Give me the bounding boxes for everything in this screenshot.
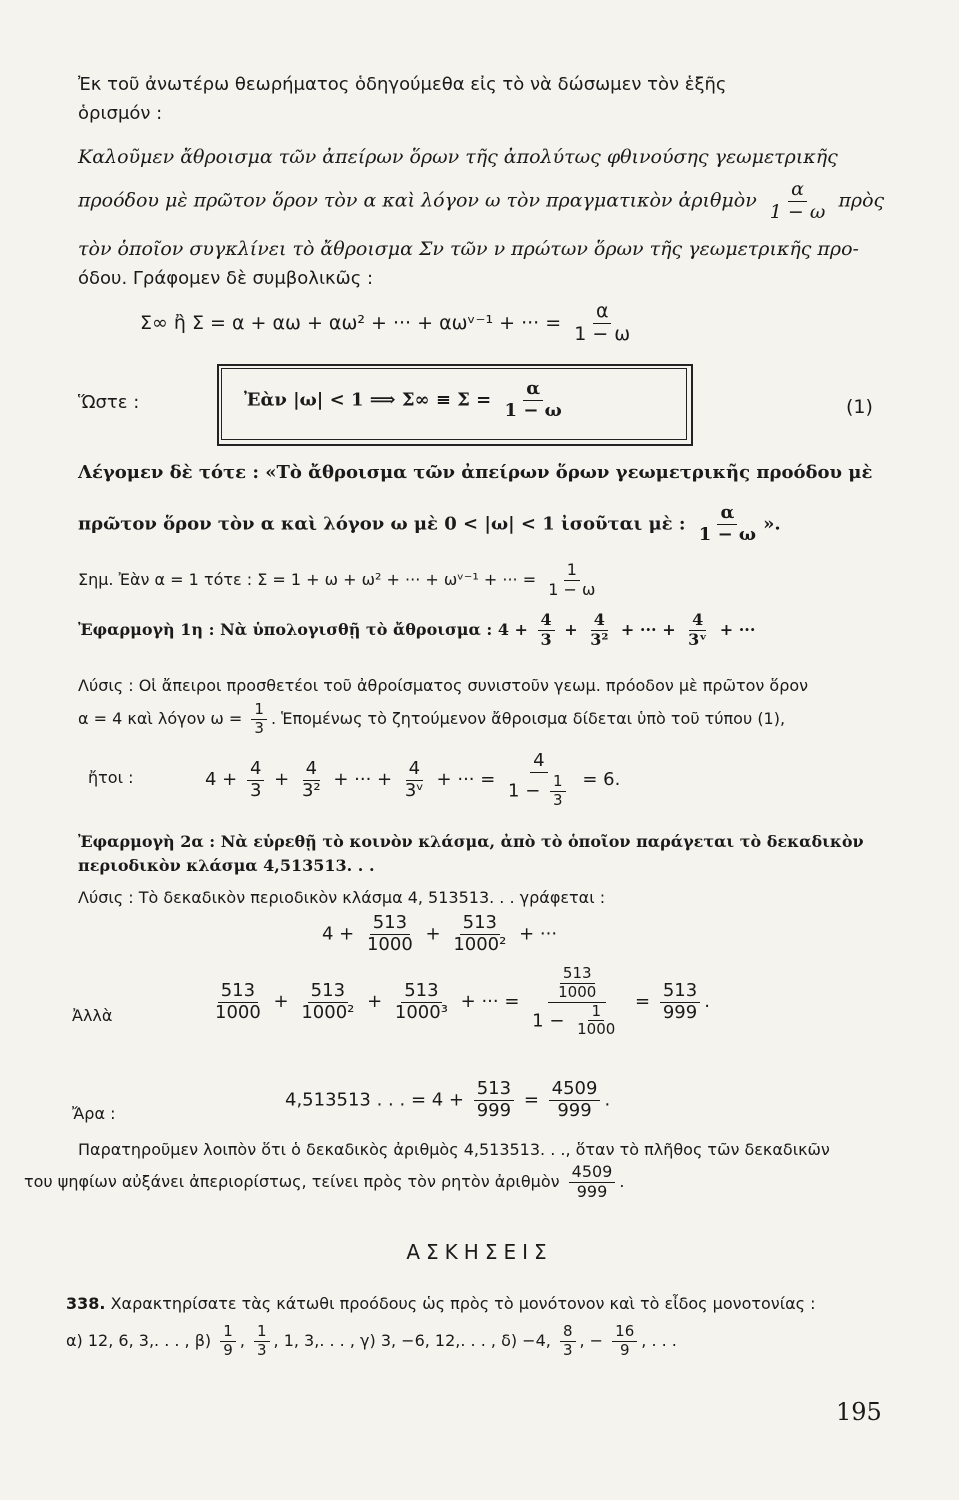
definition-fraction: $\frac{\alpha}{1 - \omega}$ <box>769 178 826 223</box>
app2-geometric-sum: $\frac{513}{1000}$ + $\frac{513}{\text{1000²}}$ + $\frac{513}{\text{1000³}}$ + ··· = $\frac{513}{1000}$ 1 − $\frac{1}{1000}$ = $\frac{513}{999}$ . <box>215 964 710 1039</box>
definition-line-3: τὸν ὁποῖον συγκλίνει τὸ ἄθροισμα Σν τῶν ν πρώτων ὅρων τῆς γεωμετρικῆς προ- <box>78 238 859 260</box>
app2-title-line-2: περιοδικὸν κλάσμα 4,513513. . . <box>78 856 375 875</box>
boxed-label: Ὥστε : <box>78 392 140 413</box>
app2-alla: Ἀλλὰ <box>72 1006 113 1025</box>
intro-line-2: ὁρισμόν : <box>78 103 163 124</box>
app2-solution: Λύσις : Τὸ δεκαδικὸν περιοδικὸν κλάσμα 4, 513513. . . γράφεται : <box>78 888 606 907</box>
section-title: ΑΣΚΗΣΕΙΣ <box>406 1240 553 1264</box>
app1-title: Ἐφαρμογὴ 1η : Νὰ ὑπολογισθῇ τὸ ἄθροισμα : 4 + $\frac{4}{3}$ + $\frac{4}{\text{3²}}$ + ··· + $\frac{4}{\text{3ᵛ}}$ + ··· <box>78 610 756 649</box>
exercise-338: 338. Χαρακτηρίσατε τὰς κάτωθι προόδους ὡς πρὸς τὸ μονότονον καὶ τὸ εἶδος μονοτονίας : <box>66 1294 816 1313</box>
app2-ara: Ἄρα : <box>72 1104 116 1123</box>
equation-number: (1) <box>846 396 873 418</box>
app2-series: 4 + $\frac{513}{1000}$ + $\frac{513}{\text{1000²}}$ + ··· <box>322 912 558 955</box>
definition-line-2: προόδου μὲ πρῶτον ὅρον τὸν α καὶ λόγον ω τὸν πραγματικὸν ἀριθμὸν $\frac{\alpha}{1 - \omega}$ πρὸς <box>78 178 885 223</box>
definition-line-4: όδου. Γράφομεν δὲ συμβολικῶς : <box>78 268 374 289</box>
app2-title-line-1: Ἐφαρμογὴ 2α : Νὰ εὑρεθῇ τὸ κοινὸν κλάσμα, ἀπὸ τὸ ὁποῖον παράγεται τὸ δεκαδικὸν <box>78 832 864 851</box>
conclusion-line-2: του ψηφίων αὐξάνει ἀπεριορίστως, τείνει πρὸς τὸν ρητὸν ἀριθμὸν $\frac{4509}{999}$ . <box>24 1162 625 1201</box>
app2-result: 4,513513 . . . = 4 + $\frac{513}{999}$ = $\frac{4509}{999}$ . <box>285 1078 611 1121</box>
definition-line-1: Καλοῦμεν ἄθροισμα τῶν ἀπείρων ὅρων τῆς ἀπολύτως φθινούσης γεωμετρικῆς <box>78 146 838 168</box>
app1-sum: 4 + $\frac{4}{3}$ + $\frac{4}{\text{3²}}$ + ··· + $\frac{4}{\text{3ᵛ}}$ + ··· = 4 1 − $\frac{1}{3}$ = 6. <box>205 750 621 809</box>
page-number: 195 <box>836 1398 882 1426</box>
exercise-items: α) 12, 6, 3,. . . , β) $\frac{1}{9}$ , $\frac{1}{3}$ , 1, 3,. . . , γ) 3, −6, 12,. . . , δ) −4, $\frac{8}{3}$ , − $\frac{16}{9}$ , . . . <box>66 1322 677 1359</box>
app1-solution-line-2: α = 4 καὶ λόγον ω = $\frac{1}{3}$ . Ἑπομένως τὸ ζητούμενον ἄθροισμα δίδεται ὑπὸ τοῦ τύπου (1), <box>78 700 786 737</box>
intro-line-1: Ἐκ τοῦ ἀνωτέρω θεωρήματος ὁδηγούμεθα εἰς τὸ νὰ δώσωμεν τὸν ἑξῆς <box>78 74 727 95</box>
conclusion-line-1: Παρατηροῦμεν λοιπὸν ὅτι ὁ δεκαδικὸς ἀριθμὸς 4,513513. . ., ὅταν τὸ πλῆθος τῶν δεκαδικῶν <box>78 1140 830 1159</box>
statement-line-1: Λέγομεν δὲ τότε : «Τὸ ἄθροισμα τῶν ἀπείρων ὅρων γεωμετρικῆς προόδου μὲ <box>78 462 873 483</box>
sum-formula: Σ∞ ἢ Σ = α + αω + αω² + ··· + αωᵛ⁻¹ + ··· = $\frac{\alpha}{1 - \omega}$ <box>140 300 631 345</box>
app1-hetoi: ἤτοι : <box>88 768 134 787</box>
boxed-formula: Ἐὰν |ω| < 1 ⟹ Σ∞ ≡ Σ = $\frac{\alpha}{1 - \omega}$ <box>244 378 562 421</box>
app1-solution-line-1: Λύσις : Οἱ ἄπειροι προσθετέοι τοῦ ἀθροίσματος συνιστοῦν γεωμ. πρόοδον μὲ πρῶτον ὅρον <box>78 676 809 695</box>
note-line: Σημ. Ἐὰν α = 1 τότε : Σ = 1 + ω + ω² + ··· + ωᵛ⁻¹ + ··· = $\frac{1}{1 - \omega}$ <box>78 560 596 599</box>
statement-line-2: πρῶτον ὅρον τὸν α καὶ λόγον ω μὲ 0 < |ω| < 1 ἰσοῦται μὲ : $\frac{\alpha}{1 - \omega}$ ». <box>78 502 781 545</box>
